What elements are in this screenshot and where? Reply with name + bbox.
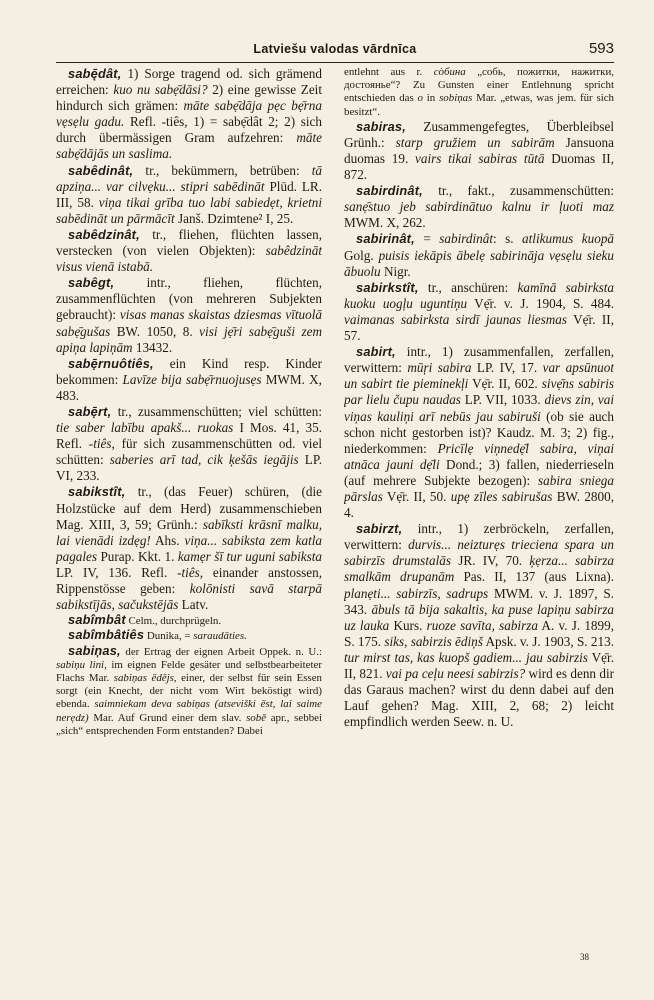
definition-text: LP. VI, 233. [56,452,322,484]
dictionary-entry [56,628,322,643]
right-column [344,66,614,986]
definition-text: BW. 1050, 8. [110,323,200,339]
definition-text: Janš. Dzimtene² I, 25. [174,210,294,226]
left-column [56,66,322,986]
headword: sabêdinât, [68,162,134,178]
example-text: vai pa ceļu neesi sabirzis? [385,666,526,681]
running-title: Latviešu valodas vārdnīca [253,42,417,56]
dictionary-entry [56,404,322,484]
example-text: atlikumus kuopā [522,231,614,247]
headword: sabirzt, [356,521,403,537]
example-text: saberies arī tad, cik ķešās iegājis [109,452,299,468]
dictionary-entry [344,231,614,279]
definition-text: BW. 2800, 4. [344,488,614,521]
definition-text: 2) eine gewisse Zeit hindurch sich grämen: [56,82,322,114]
definition-text: Dunika, = [144,630,194,643]
definition-text: LP. IV, 136. Refl. [56,564,178,580]
definition-text: = [414,231,440,247]
headword: sabîmbât [68,612,126,628]
definition-text: tr., fliehen, flüchten lassen, verstecken (von vielen Objekten): [56,226,322,259]
definition-text: Dond.; 3) fallen, niederrieseln (auf mehrere Subjekte bezogen): [344,456,614,488]
example-text: māte sabẹ̄dājās un saslima. [56,130,322,162]
definition-text: Ahs. [150,532,185,548]
example-text: ķẹrza... sabirza smalkām drupanām [344,553,614,585]
definition-text: Duomas II, 872. [344,151,614,183]
page-number: 593 [588,40,614,57]
definition-text: Vẹ̄r. II, 50. [382,488,451,504]
dictionary-entry [344,66,614,119]
example-text: viņa tikai grība tuo labi sabiedẹt, krietni sabēdināt un pārmācīt [56,194,322,226]
example-text: sobiņas [439,92,473,105]
example-text: sabīksti krāsnī malku, lai vienādi izdẹg! [56,516,322,548]
dictionary-entry [344,183,614,231]
dictionary-entry [56,66,322,163]
example-text: tur mirst tas, kas kuopš gadiem... jau sabirzis [344,649,588,665]
definition-text: Purap. Kkt. 1. [97,548,178,564]
headword: sabirkstît, [356,279,419,295]
example-text: vairs tikai sabiras tūtā [415,151,545,166]
definition-text: entlehnt aus r. [344,66,434,78]
definition-text: 1) Sorge tragend od. sich grämend erreichen: [56,66,322,98]
headword: sabę̄dât, [68,66,122,81]
headword: sabẹ̄rt, [68,403,112,419]
definition-text: im eignen Felde gesäter und selbstbearbeiteter Flachs Mar. [56,658,322,684]
example-text: sabiņas ēdējs, [113,672,177,684]
example-text: tā apziņa... var cilvẹku... stipri sabēdināt [56,162,322,194]
definition-text: Zusammengefegtes, Überbleibsel Grünh.: [344,118,614,150]
definition-text: intr., 1) zusammenfallen, zerfallen, verwittern: [344,344,614,376]
example-text: -tiês, [177,564,204,580]
example-text: tie saber labību apakš... ruokas [56,420,234,436]
definition-text: (ob sie auch schon nicht gestorben ist)? Kaudz. M. 3; 2) fig., niederkommen: [344,408,614,456]
definition-text: tr., fakt., zusammenschütten: [422,183,614,199]
definition-text: der Ertrag der eignen Arbeit Oppek. n. U.: [120,645,322,658]
definition-text: tr., anschüren: [418,279,518,295]
definition-text: Latv. [178,597,209,613]
headword: sabikstît, [68,484,126,500]
example-text: sanẹ̄stuo jeb sabirdinātuo kalnu ir ļuoti maz [344,199,614,215]
example-text: saraudāties. [193,630,247,643]
example-text: sabêdzināt visus vienā istabā. [56,243,322,275]
dictionary-entry [56,644,322,738]
definition-text: A. v. J. 1899, S. 175. [344,617,614,649]
definition-text: Vẹ̄r. II, 57. [344,311,614,344]
headword: sabîmbâtiês [68,627,145,643]
definition-text: MWM. X, 483. [56,371,322,403]
definition-text: Mar. Auf Grund einer dem slav. [88,711,247,724]
definition-text: JR. IV, 70. [450,553,530,569]
definition-text: einer, der selbst für sein Essen sorgt (ein Knecht, der nicht vom Wirt beköstigt wird) ebenda. [56,672,322,711]
definition-text: LP. VII, 1033. [460,392,545,408]
definition-text: Vẹ̄r. v. J. 1904, S. 484. [467,295,614,311]
definition-text: „собь, пожитки, нажитки, достоянье“? Zu Gunsten einer Entlehnung spricht entschieden das [344,66,614,105]
headword: sabêgt, [68,275,115,291]
definition-text: Mar. „etwas, was jem. für sich besitzt“. [344,92,614,118]
example-text: saimniekam deva sabiņas (atseviški ēst, lai saime nerẹdz) [56,698,322,724]
definition-text: wird es denn dir das Garaus machen? wirst du denn dabei auf den Lauf gehen? Mag. XIII, 2, 68; 2) leicht empfindlich werden Seew. n. U. [344,666,614,730]
example-text: vaimanas sabirksta sirdī jaunas liesmas [344,311,567,327]
dictionary-entry [344,344,614,521]
example-text: Lavīze bija sabẹ̄rnuojusẹs [122,371,262,387]
dictionary-entry [56,227,322,275]
example-text: viņa... sabikstа zem katla pagales [56,532,322,564]
definition-text: Pas. II, 137 (aus Lixna). [454,569,614,585]
definition-text: intr., 1) zerbröckeln, zerfallen, verwittern: [344,521,614,553]
headword: sabirinât, [356,231,415,247]
example-text: o [417,92,423,105]
example-text: upẹ zīles sabirušas [450,488,553,504]
definition-text: LP. IV, 17. [471,360,543,376]
example-text: var apsūnuot un sabirt tie pieminekļi [344,360,614,392]
example-text: puisis iekāpis ābelẹ sabirināja vẹsẹlu sieku ābuolu [344,247,614,279]
definition-text: intr., fliehen, flüchten, zusammenflüchten (von mehreren Subjekten gebraucht): [56,275,322,323]
dictionary-entry [344,280,614,344]
example-text: durvis... neizturẹs trieciena spara un sabirzīs drumstalās [344,537,614,569]
example-text: sabirdinât [439,231,494,247]
example-text: sivẹ̄ns sabiris par lielu čupu naudas [344,376,614,408]
definition-text: für sich zusammenschütten od. viel schütten: [56,436,322,468]
dictionary-entry [56,275,322,355]
example-text: сòбина [433,66,466,78]
example-text: -tiês, [88,436,115,452]
example-text: Pricīlẹ viņnedẹ̄l sabira, viņai atnāca jauni dẹ̄li [344,440,614,472]
example-text: māte sabẹ̄dāja pẹc bẹ̄rna vẹsẹlu gadu. [56,98,322,130]
header-rule [56,62,614,63]
dictionary-entry [56,613,322,628]
headword: sabêdzinât, [68,226,140,242]
definition-text: Jansuona duomas 19. [344,134,614,166]
headword: sabẹ̄rnuôtiês, [68,355,154,371]
page-header [56,40,614,60]
definition-text: tr., bekümmern, betrüben: [133,162,312,178]
example-text: sabiņu lini, [56,658,107,671]
example-text: sobě [246,711,267,724]
example-text: siks, sabirzis ēdiņš [384,633,483,649]
example-text: sabira sniega pārslas [344,472,614,504]
definition-text: MWM. X, 262. [344,215,426,231]
signature-mark: 38 [580,952,589,962]
headword: sabiras, [356,118,406,134]
definition-text: tr., (das Feuer) schüren, (die Holzstücke auf dem Herd) zusammenschieben Mag. XIII, 3, 59; Grünh.: [56,484,322,532]
dictionary-entry [344,119,614,183]
dictionary-entry [56,484,322,613]
definition-text: Refl. -tiês, 1) = sabẹ̄dât 2; 2) sich durch übermässigen Gram aufzehren: [56,114,322,146]
definition-text: Kurs. [389,617,427,633]
headword: sabirdinât, [356,183,423,199]
example-text: starp gružiem un sabirām [395,134,555,150]
definition-text: tr., zusammenschütten; viel schütten: [111,403,322,419]
definition-text: MWM. v. J. 1897, S. 343. [344,585,614,617]
definition-text: apr., sebbei „sich“ entsprechenden Form entstanden? Dabei [56,711,322,737]
example-text: kamīnā sabirksta kuoku uogļu uguntiņu [344,279,614,311]
definition-text: Celm., durchprügeln. [125,615,222,628]
dictionary-entry [56,163,322,227]
example-text: visi jẹ̄ri sabẹ̄guši zem apiņa lapiņām [56,323,322,355]
definition-text: : s. [493,231,523,247]
definition-text: ein Kind resp. Kinder bekommen: [56,355,322,387]
definition-text: Vẹ̄r. II, 602. [468,376,542,392]
example-text: planẹti... sabirzīs, sadrups [344,585,489,601]
example-text: dievs zin, vai viņas kauliņi arī nebūs jau sabiruši [344,392,614,424]
definition-text: 13432. [132,339,173,355]
definition-text: Nigr. [380,263,411,279]
headword: sabirt, [356,344,396,360]
definition-text: I Mos. 41, 35. Refl. [56,420,322,452]
example-text: kamẹr šī tur uguni sabiksta [177,548,322,564]
definition-text: in [422,92,440,105]
example-text: ruoze savīta, sabirza [426,617,538,633]
definition-text: Vẹ̄r. II, 821. [344,649,614,681]
dictionary-entry [344,521,614,730]
definition-text: Plūd. LR. III, 58. [56,178,322,210]
definition-text: Apsk. v. J. 1903, S. 213. [482,633,614,649]
definition-text: Golg. [344,247,379,263]
example-text: ābuls tā bija sakaltis, ka puse lapiņu sabirza uz lauka [344,601,614,633]
headword: sabiņas, [68,642,121,658]
example-text: mūŗi sabira [407,360,472,376]
dictionary-entry [56,356,322,404]
example-text: kuo nu sabẹ̄dāsi? [113,82,208,98]
example-text: visas manas skaistas dziesmas vītuolā sabẹ̄gušas [56,307,322,339]
example-text: kolōnisti savā starpā sabikstījās, sačukstējās [56,581,322,613]
definition-text: einander anstossen, Rippenstösse geben: [56,564,322,596]
